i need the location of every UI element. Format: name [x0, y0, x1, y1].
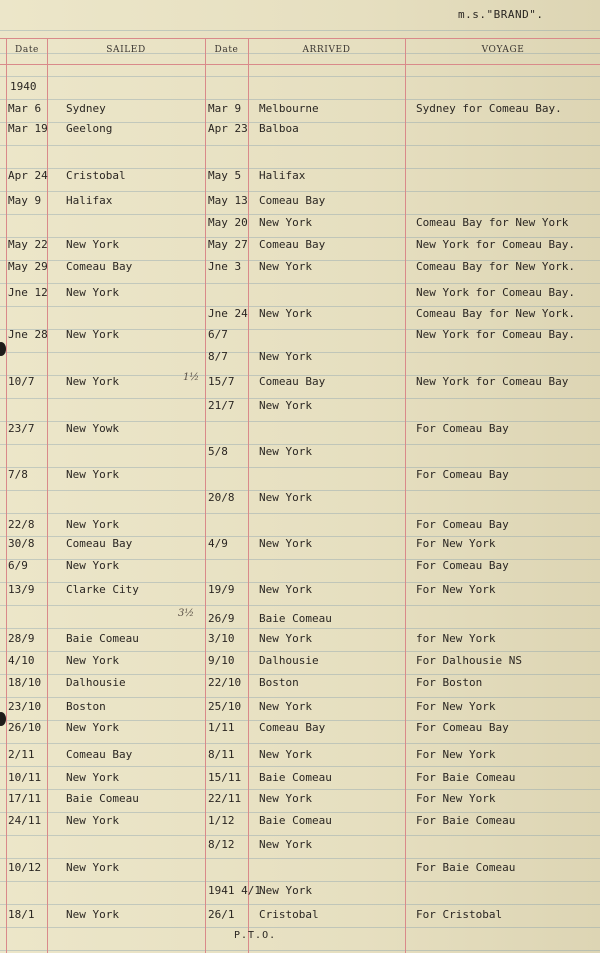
- voyage: For Baie Comeau: [416, 861, 516, 874]
- sailed-date: 2/11: [8, 748, 35, 761]
- voyage: New York for Comeau Bay.: [416, 286, 575, 299]
- arrived-date: 4/9: [208, 537, 228, 550]
- pto-footer: P.T.O.: [234, 930, 277, 941]
- sailed-port: New York: [66, 861, 119, 874]
- arrived-date: 15/7: [208, 375, 235, 388]
- margin-rule: [6, 38, 7, 953]
- header-bottom-rule: [0, 64, 600, 65]
- arrived-date: 5/8: [208, 445, 228, 458]
- arrived-port: New York: [259, 748, 312, 761]
- arrived-date: 22/11: [208, 792, 242, 805]
- voyage: Comeau Bay for New York.: [416, 260, 575, 273]
- voyage: New York for Comeau Bay: [416, 375, 569, 388]
- sailed-port: Halifax: [66, 194, 113, 207]
- arrived-date: 19/9: [208, 583, 235, 596]
- margin-note: 1½: [183, 372, 200, 383]
- arrived-date: 8/12: [208, 838, 235, 851]
- sailed-port: New York: [66, 559, 119, 572]
- sailed-port: New Yowk: [66, 422, 119, 435]
- sailed-port: New York: [66, 721, 119, 734]
- arrived-port: New York: [259, 792, 312, 805]
- arrived-port: New York: [259, 838, 312, 851]
- arrived-date: 22/10: [208, 676, 242, 689]
- sailed-port: Comeau Bay: [66, 537, 133, 550]
- sailed-port: New York: [66, 238, 119, 251]
- sailed-port: Comeau Bay: [66, 748, 133, 761]
- arrived-port: Comeau Bay: [259, 238, 326, 251]
- voyage: For New York: [416, 537, 496, 550]
- arrived-date: 9/10: [208, 654, 235, 667]
- arrived-port: New York: [259, 260, 312, 273]
- arrived-port: Boston: [259, 676, 299, 689]
- sailed-port: New York: [66, 468, 119, 481]
- arrived-port: Comeau Bay: [259, 194, 326, 207]
- sailed-date: 13/9: [8, 583, 35, 596]
- sailed-date: 17/11: [8, 792, 42, 805]
- voyage: For Comeau Bay: [416, 559, 509, 572]
- sailed-date: May 29: [8, 260, 48, 273]
- year-label: 1940: [10, 80, 37, 93]
- arrived-date: 20/8: [208, 491, 235, 504]
- arrived-date: 1/12: [208, 814, 235, 827]
- sailed-port: New York: [66, 375, 119, 388]
- sailed-date: May 22: [8, 238, 48, 251]
- header-arrived: ARRIVED: [302, 45, 351, 55]
- arrived-date: 1/11: [208, 721, 235, 734]
- arrived-port: New York: [259, 399, 312, 412]
- arrived-port: New York: [259, 700, 312, 713]
- arrived-date: 26/9: [208, 612, 235, 625]
- voyage: For Comeau Bay: [416, 518, 509, 531]
- margin-note: 3½: [178, 608, 195, 619]
- voyage: For Baie Comeau: [416, 814, 516, 827]
- voyage: For Comeau Bay: [416, 721, 509, 734]
- arrived-port: New York: [259, 216, 312, 229]
- arrived-port: Baie Comeau: [259, 771, 332, 784]
- sailed-port: Dalhousie: [66, 676, 126, 689]
- arrived-date: 8/11: [208, 748, 235, 761]
- arrived-date: Apr 23: [208, 122, 248, 135]
- arrived-port: Dalhousie: [259, 654, 319, 667]
- arrived-port: New York: [259, 537, 312, 550]
- arrived-port: New York: [259, 632, 312, 645]
- arrived-date: 3/10: [208, 632, 235, 645]
- sailed-port: New York: [66, 286, 119, 299]
- arrived-port: Balboa: [259, 122, 299, 135]
- sailed-date: 26/10: [8, 721, 42, 734]
- voyage: For New York: [416, 748, 496, 761]
- arrived-port: New York: [259, 884, 312, 897]
- sailed-port: Baie Comeau: [66, 632, 139, 645]
- arrived-date: Jne 24: [208, 307, 248, 320]
- rule-arrived-voyage: [405, 38, 406, 953]
- sailed-date: 10/7: [8, 375, 35, 388]
- voyage: Sydney for Comeau Bay.: [416, 102, 562, 115]
- arrived-date: May 20: [208, 216, 248, 229]
- rule-sailed-date: [205, 38, 206, 953]
- sailed-port: New York: [66, 654, 119, 667]
- voyage: New York for Comeau Bay.: [416, 328, 575, 341]
- sailed-date: 22/8: [8, 518, 35, 531]
- sailed-date: May 9: [8, 194, 42, 207]
- arrived-port: Comeau Bay: [259, 721, 326, 734]
- arrived-date: May 13: [208, 194, 248, 207]
- voyage: Comeau Bay for New York.: [416, 307, 575, 320]
- arrived-port: New York: [259, 491, 312, 504]
- arrived-date: May 27: [208, 238, 248, 251]
- arrived-date: 1941 4/1: [208, 884, 261, 897]
- arrived-date: Mar 9: [208, 102, 242, 115]
- sailed-date: 6/9: [8, 559, 28, 572]
- sailed-date: 24/11: [8, 814, 42, 827]
- sailed-port: Geelong: [66, 122, 113, 135]
- sailed-date: 28/9: [8, 632, 35, 645]
- sailed-date: 18/1: [8, 908, 35, 921]
- voyage: For Dalhousie NS: [416, 654, 522, 667]
- arrived-port: Cristobal: [259, 908, 319, 921]
- rule-date-arrived: [248, 38, 249, 953]
- sailed-date: Jne 12: [8, 286, 48, 299]
- voyage: New York for Comeau Bay.: [416, 238, 575, 251]
- sailed-date: 4/10: [8, 654, 35, 667]
- arrived-port: Baie Comeau: [259, 612, 332, 625]
- voyage: For New York: [416, 583, 496, 596]
- header-voyage: VOYAGE: [481, 45, 525, 55]
- voyage: For Comeau Bay: [416, 422, 509, 435]
- sailed-date: 23/10: [8, 700, 42, 713]
- arrived-port: Melbourne: [259, 102, 319, 115]
- sailed-port: New York: [66, 771, 119, 784]
- voyage: For Comeau Bay: [416, 468, 509, 481]
- ship-name: m.s."BRAND".: [458, 8, 544, 21]
- arrived-port: Halifax: [259, 169, 306, 182]
- voyage: For Baie Comeau: [416, 771, 516, 784]
- voyage: For Boston: [416, 676, 483, 689]
- sailed-port: New York: [66, 328, 119, 341]
- voyage: For New York: [416, 792, 496, 805]
- sailed-port: Clarke City: [66, 583, 139, 596]
- sailed-date: 10/11: [8, 771, 42, 784]
- sailed-date: Mar 19: [8, 122, 48, 135]
- arrived-port: New York: [259, 307, 312, 320]
- header-top-rule: [0, 38, 600, 39]
- arrived-date: 26/1: [208, 908, 235, 921]
- arrived-date: May 5: [208, 169, 242, 182]
- sailed-date: Apr 24: [8, 169, 48, 182]
- arrived-date: 15/11: [208, 771, 242, 784]
- sailed-port: Comeau Bay: [66, 260, 133, 273]
- sailed-date: 30/8: [8, 537, 35, 550]
- sailed-port: Cristobal: [66, 169, 126, 182]
- voyage: For New York: [416, 700, 496, 713]
- header-date-sailed: Date: [15, 45, 39, 55]
- arrived-port: Baie Comeau: [259, 814, 332, 827]
- voyage: for New York: [416, 632, 496, 645]
- sailed-date: 7/8: [8, 468, 28, 481]
- sailed-port: New York: [66, 518, 119, 531]
- arrived-date: Jne 3: [208, 260, 242, 273]
- sailed-port: Baie Comeau: [66, 792, 139, 805]
- arrived-date: 6/7: [208, 328, 228, 341]
- voyage: For Cristobal: [416, 908, 503, 921]
- arrived-port: New York: [259, 350, 312, 363]
- arrived-date: 25/10: [208, 700, 242, 713]
- arrived-port: New York: [259, 583, 312, 596]
- voyage: Comeau Bay for New York: [416, 216, 569, 229]
- header-sailed: SAILED: [106, 45, 146, 55]
- arrived-port: New York: [259, 445, 312, 458]
- arrived-date: 21/7: [208, 399, 235, 412]
- sailed-port: Sydney: [66, 102, 106, 115]
- sailed-date: 23/7: [8, 422, 35, 435]
- sailed-date: Jne 28: [8, 328, 48, 341]
- arrived-date: 8/7: [208, 350, 228, 363]
- sailed-port: New York: [66, 814, 119, 827]
- sailed-port: New York: [66, 908, 119, 921]
- sailed-date: Mar 6: [8, 102, 42, 115]
- header-date-arrived: Date: [214, 45, 239, 55]
- arrived-port: Comeau Bay: [259, 375, 326, 388]
- sailed-date: 18/10: [8, 676, 42, 689]
- sailed-date: 10/12: [8, 861, 42, 874]
- sailed-port: Boston: [66, 700, 106, 713]
